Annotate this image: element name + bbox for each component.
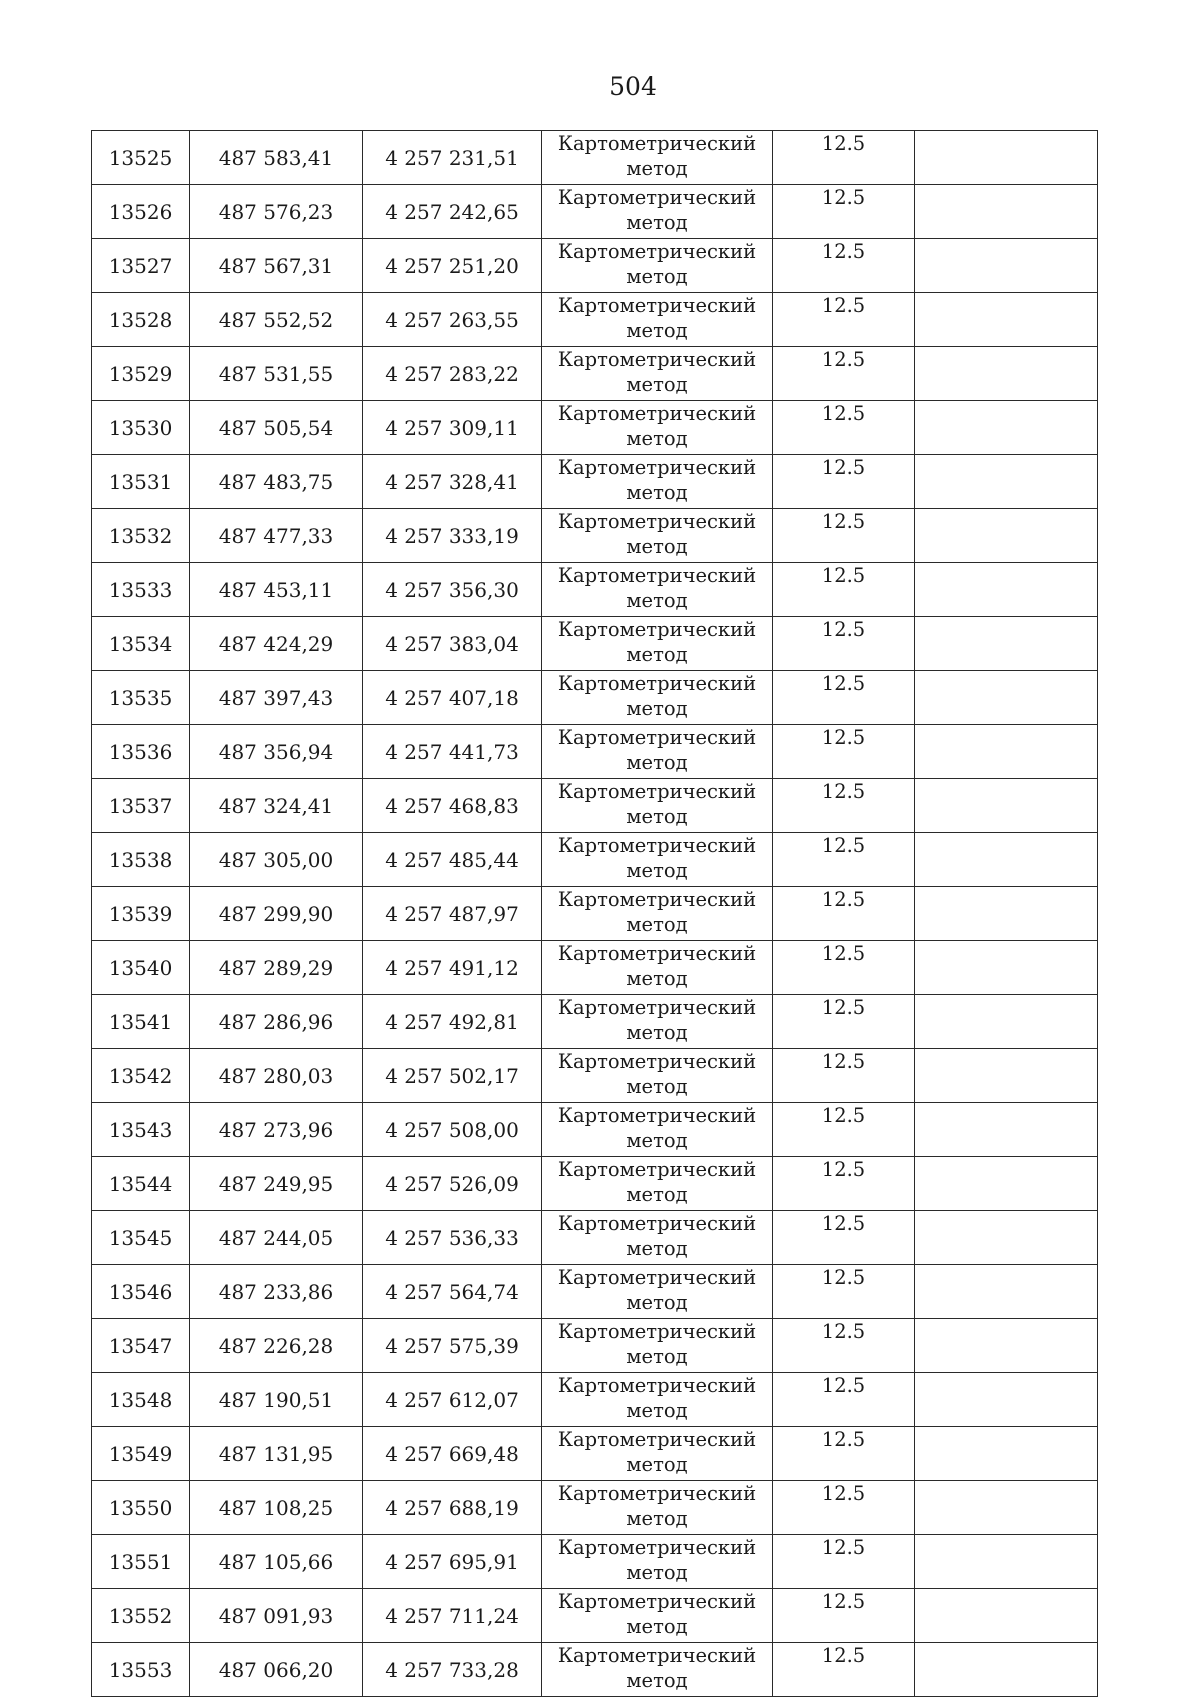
table-row bbox=[92, 1589, 1098, 1643]
table-row bbox=[92, 131, 1098, 185]
point-number-cell: 13534 bbox=[92, 617, 190, 671]
note-cell bbox=[915, 1481, 1098, 1535]
note-cell bbox=[915, 1535, 1098, 1589]
method-label-line1: Картометрический bbox=[557, 1590, 757, 1613]
accuracy-cell: 12.5 bbox=[773, 185, 915, 239]
method-label-line2: метод bbox=[626, 751, 688, 774]
table-row bbox=[92, 455, 1098, 509]
method-label-line2: метод bbox=[626, 535, 688, 558]
x-coordinate-cell: 487 066,20 bbox=[190, 1643, 363, 1697]
point-number-cell: 13526 bbox=[92, 185, 190, 239]
accuracy-cell: 12.5 bbox=[773, 563, 915, 617]
method-label-line1: Картометрический bbox=[557, 1644, 757, 1667]
y-coordinate-cell: 4 257 468,83 bbox=[363, 779, 542, 833]
method-cell bbox=[542, 1535, 773, 1589]
y-coordinate-cell: 4 257 487,97 bbox=[363, 887, 542, 941]
method-cell bbox=[542, 887, 773, 941]
y-coordinate-cell: 4 257 485,44 bbox=[363, 833, 542, 887]
method-cell bbox=[542, 239, 773, 293]
accuracy-cell: 12.5 bbox=[773, 1265, 915, 1319]
accuracy-cell: 12.5 bbox=[773, 455, 915, 509]
y-coordinate-cell: 4 257 441,73 bbox=[363, 725, 542, 779]
table-row bbox=[92, 725, 1098, 779]
accuracy-cell: 12.5 bbox=[773, 1481, 915, 1535]
accuracy-cell: 12.5 bbox=[773, 1589, 915, 1643]
y-coordinate-cell: 4 257 536,33 bbox=[363, 1211, 542, 1265]
x-coordinate-cell: 487 324,41 bbox=[190, 779, 363, 833]
point-number-cell: 13546 bbox=[92, 1265, 190, 1319]
table-row bbox=[92, 1049, 1098, 1103]
point-number-cell: 13551 bbox=[92, 1535, 190, 1589]
note-cell bbox=[915, 563, 1098, 617]
method-cell bbox=[542, 455, 773, 509]
y-coordinate-cell: 4 257 733,28 bbox=[363, 1643, 542, 1697]
y-coordinate-cell: 4 257 231,51 bbox=[363, 131, 542, 185]
accuracy-cell: 12.5 bbox=[773, 509, 915, 563]
point-number-cell: 13525 bbox=[92, 131, 190, 185]
accuracy-cell: 12.5 bbox=[773, 239, 915, 293]
x-coordinate-cell: 487 273,96 bbox=[190, 1103, 363, 1157]
point-number-cell: 13533 bbox=[92, 563, 190, 617]
note-cell bbox=[915, 1427, 1098, 1481]
accuracy-cell: 12.5 bbox=[773, 293, 915, 347]
page-number: 504 bbox=[609, 72, 657, 101]
point-number-cell: 13547 bbox=[92, 1319, 190, 1373]
table-row bbox=[92, 1535, 1098, 1589]
table-row bbox=[92, 1211, 1098, 1265]
method-label-line2: метод bbox=[626, 643, 688, 666]
method-label-line1: Картометрический bbox=[557, 240, 757, 263]
method-label-line1: Картометрический bbox=[557, 402, 757, 425]
x-coordinate-cell: 487 249,95 bbox=[190, 1157, 363, 1211]
method-label-line2: метод bbox=[626, 265, 688, 288]
method-cell bbox=[542, 509, 773, 563]
table-row bbox=[92, 617, 1098, 671]
y-coordinate-cell: 4 257 612,07 bbox=[363, 1373, 542, 1427]
method-cell bbox=[542, 833, 773, 887]
x-coordinate-cell: 487 531,55 bbox=[190, 347, 363, 401]
note-cell bbox=[915, 185, 1098, 239]
method-label-line1: Картометрический bbox=[557, 1104, 757, 1127]
note-cell bbox=[915, 455, 1098, 509]
method-label-line1: Картометрический bbox=[557, 348, 757, 371]
note-cell bbox=[915, 1103, 1098, 1157]
method-cell bbox=[542, 1103, 773, 1157]
table-row bbox=[92, 995, 1098, 1049]
method-cell bbox=[542, 1481, 773, 1535]
table-row bbox=[92, 347, 1098, 401]
method-label-line2: метод bbox=[626, 481, 688, 504]
table-row bbox=[92, 1157, 1098, 1211]
x-coordinate-cell: 487 424,29 bbox=[190, 617, 363, 671]
note-cell bbox=[915, 239, 1098, 293]
method-cell bbox=[542, 725, 773, 779]
method-cell bbox=[542, 1049, 773, 1103]
method-label-line1: Картометрический bbox=[557, 1320, 757, 1343]
point-number-cell: 13528 bbox=[92, 293, 190, 347]
accuracy-cell: 12.5 bbox=[773, 347, 915, 401]
x-coordinate-cell: 487 505,54 bbox=[190, 401, 363, 455]
method-cell bbox=[542, 401, 773, 455]
method-label-line1: Картометрический bbox=[557, 888, 757, 911]
y-coordinate-cell: 4 257 575,39 bbox=[363, 1319, 542, 1373]
y-coordinate-cell: 4 257 564,74 bbox=[363, 1265, 542, 1319]
accuracy-cell: 12.5 bbox=[773, 131, 915, 185]
note-cell bbox=[915, 509, 1098, 563]
point-number-cell: 13527 bbox=[92, 239, 190, 293]
x-coordinate-cell: 487 305,00 bbox=[190, 833, 363, 887]
method-label-line2: метод bbox=[626, 1129, 688, 1152]
method-label-line2: метод bbox=[626, 1399, 688, 1422]
method-label-line1: Картометрический bbox=[557, 186, 757, 209]
accuracy-cell: 12.5 bbox=[773, 779, 915, 833]
accuracy-cell: 12.5 bbox=[773, 887, 915, 941]
point-number-cell: 13550 bbox=[92, 1481, 190, 1535]
method-cell bbox=[542, 1589, 773, 1643]
accuracy-cell: 12.5 bbox=[773, 1049, 915, 1103]
point-number-cell: 13537 bbox=[92, 779, 190, 833]
point-number-cell: 13543 bbox=[92, 1103, 190, 1157]
method-label-line2: метод bbox=[626, 589, 688, 612]
y-coordinate-cell: 4 257 333,19 bbox=[363, 509, 542, 563]
table-row bbox=[92, 563, 1098, 617]
x-coordinate-cell: 487 226,28 bbox=[190, 1319, 363, 1373]
x-coordinate-cell: 487 286,96 bbox=[190, 995, 363, 1049]
y-coordinate-cell: 4 257 356,30 bbox=[363, 563, 542, 617]
method-label-line2: метод bbox=[626, 913, 688, 936]
point-number-cell: 13530 bbox=[92, 401, 190, 455]
method-cell bbox=[542, 1319, 773, 1373]
note-cell bbox=[915, 1265, 1098, 1319]
method-label-line2: метод bbox=[626, 319, 688, 342]
x-coordinate-cell: 487 453,11 bbox=[190, 563, 363, 617]
accuracy-cell: 12.5 bbox=[773, 1319, 915, 1373]
point-number-cell: 13548 bbox=[92, 1373, 190, 1427]
coordinates-table-body bbox=[92, 131, 1098, 1697]
y-coordinate-cell: 4 257 242,65 bbox=[363, 185, 542, 239]
x-coordinate-cell: 487 552,52 bbox=[190, 293, 363, 347]
y-coordinate-cell: 4 257 309,11 bbox=[363, 401, 542, 455]
point-number-cell: 13545 bbox=[92, 1211, 190, 1265]
point-number-cell: 13552 bbox=[92, 1589, 190, 1643]
point-number-cell: 13536 bbox=[92, 725, 190, 779]
method-label-line2: метод bbox=[626, 1507, 688, 1530]
note-cell bbox=[915, 887, 1098, 941]
method-cell bbox=[542, 563, 773, 617]
x-coordinate-cell: 487 091,93 bbox=[190, 1589, 363, 1643]
point-number-cell: 13549 bbox=[92, 1427, 190, 1481]
note-cell bbox=[915, 1211, 1098, 1265]
x-coordinate-cell: 487 233,86 bbox=[190, 1265, 363, 1319]
accuracy-cell: 12.5 bbox=[773, 1373, 915, 1427]
method-label-line1: Картометрический bbox=[557, 1266, 757, 1289]
accuracy-cell: 12.5 bbox=[773, 833, 915, 887]
point-number-cell: 13529 bbox=[92, 347, 190, 401]
method-label-line1: Картометрический bbox=[557, 1536, 757, 1559]
note-cell bbox=[915, 131, 1098, 185]
method-cell bbox=[542, 779, 773, 833]
accuracy-cell: 12.5 bbox=[773, 1103, 915, 1157]
y-coordinate-cell: 4 257 263,55 bbox=[363, 293, 542, 347]
method-cell bbox=[542, 671, 773, 725]
y-coordinate-cell: 4 257 526,09 bbox=[363, 1157, 542, 1211]
method-label-line2: метод bbox=[626, 1615, 688, 1638]
method-cell bbox=[542, 347, 773, 401]
x-coordinate-cell: 487 356,94 bbox=[190, 725, 363, 779]
accuracy-cell: 12.5 bbox=[773, 1643, 915, 1697]
accuracy-cell: 12.5 bbox=[773, 617, 915, 671]
method-label-line1: Картометрический bbox=[557, 834, 757, 857]
method-cell bbox=[542, 617, 773, 671]
method-label-line2: метод bbox=[626, 1669, 688, 1692]
point-number-cell: 13532 bbox=[92, 509, 190, 563]
method-label-line2: метод bbox=[626, 1021, 688, 1044]
table-row bbox=[92, 1427, 1098, 1481]
point-number-cell: 13553 bbox=[92, 1643, 190, 1697]
table-row bbox=[92, 887, 1098, 941]
x-coordinate-cell: 487 244,05 bbox=[190, 1211, 363, 1265]
method-label-line1: Картометрический bbox=[557, 996, 757, 1019]
y-coordinate-cell: 4 257 669,48 bbox=[363, 1427, 542, 1481]
method-label-line1: Картометрический bbox=[557, 1428, 757, 1451]
method-label-line1: Картометрический bbox=[557, 1374, 757, 1397]
table-row bbox=[92, 293, 1098, 347]
method-label-line2: метод bbox=[626, 1453, 688, 1476]
note-cell bbox=[915, 995, 1098, 1049]
accuracy-cell: 12.5 bbox=[773, 1427, 915, 1481]
method-label-line2: метод bbox=[626, 1075, 688, 1098]
table-row bbox=[92, 1373, 1098, 1427]
note-cell bbox=[915, 779, 1098, 833]
method-label-line1: Картометрический bbox=[557, 618, 757, 641]
method-label-line1: Картометрический bbox=[557, 1212, 757, 1235]
method-cell bbox=[542, 1373, 773, 1427]
point-number-cell: 13538 bbox=[92, 833, 190, 887]
method-label-line2: метод bbox=[626, 1345, 688, 1368]
table-row bbox=[92, 1265, 1098, 1319]
method-cell bbox=[542, 1427, 773, 1481]
x-coordinate-cell: 487 299,90 bbox=[190, 887, 363, 941]
table-row bbox=[92, 671, 1098, 725]
x-coordinate-cell: 487 576,23 bbox=[190, 185, 363, 239]
y-coordinate-cell: 4 257 328,41 bbox=[363, 455, 542, 509]
method-cell bbox=[542, 185, 773, 239]
method-label-line2: метод bbox=[626, 1237, 688, 1260]
method-cell bbox=[542, 131, 773, 185]
x-coordinate-cell: 487 397,43 bbox=[190, 671, 363, 725]
x-coordinate-cell: 487 131,95 bbox=[190, 1427, 363, 1481]
method-cell bbox=[542, 1157, 773, 1211]
x-coordinate-cell: 487 190,51 bbox=[190, 1373, 363, 1427]
y-coordinate-cell: 4 257 502,17 bbox=[363, 1049, 542, 1103]
method-label-line1: Картометрический bbox=[557, 726, 757, 749]
note-cell bbox=[915, 1319, 1098, 1373]
accuracy-cell: 12.5 bbox=[773, 671, 915, 725]
method-label-line2: метод bbox=[626, 373, 688, 396]
accuracy-cell: 12.5 bbox=[773, 995, 915, 1049]
y-coordinate-cell: 4 257 407,18 bbox=[363, 671, 542, 725]
method-label-line2: метод bbox=[626, 1291, 688, 1314]
point-number-cell: 13535 bbox=[92, 671, 190, 725]
method-label-line2: метод bbox=[626, 805, 688, 828]
note-cell bbox=[915, 1049, 1098, 1103]
table-row bbox=[92, 1481, 1098, 1535]
method-label-line1: Картометрический bbox=[557, 456, 757, 479]
note-cell bbox=[915, 617, 1098, 671]
method-label-line1: Картометрический bbox=[557, 564, 757, 587]
table-row bbox=[92, 1643, 1098, 1697]
method-label-line1: Картометрический bbox=[557, 510, 757, 533]
method-label-line2: метод bbox=[626, 157, 688, 180]
y-coordinate-cell: 4 257 383,04 bbox=[363, 617, 542, 671]
coordinates-table bbox=[91, 130, 1098, 1697]
method-label-line2: метод bbox=[626, 697, 688, 720]
x-coordinate-cell: 487 477,33 bbox=[190, 509, 363, 563]
point-number-cell: 13541 bbox=[92, 995, 190, 1049]
x-coordinate-cell: 487 280,03 bbox=[190, 1049, 363, 1103]
method-label-line1: Картометрический bbox=[557, 1158, 757, 1181]
point-number-cell: 13539 bbox=[92, 887, 190, 941]
note-cell bbox=[915, 671, 1098, 725]
note-cell bbox=[915, 293, 1098, 347]
x-coordinate-cell: 487 483,75 bbox=[190, 455, 363, 509]
accuracy-cell: 12.5 bbox=[773, 401, 915, 455]
note-cell bbox=[915, 1643, 1098, 1697]
method-label-line2: метод bbox=[626, 1561, 688, 1584]
table-row bbox=[92, 1103, 1098, 1157]
accuracy-cell: 12.5 bbox=[773, 1535, 915, 1589]
y-coordinate-cell: 4 257 695,91 bbox=[363, 1535, 542, 1589]
accuracy-cell: 12.5 bbox=[773, 1157, 915, 1211]
table-row bbox=[92, 509, 1098, 563]
table-row bbox=[92, 1319, 1098, 1373]
method-cell bbox=[542, 1265, 773, 1319]
table-row bbox=[92, 185, 1098, 239]
y-coordinate-cell: 4 257 491,12 bbox=[363, 941, 542, 995]
method-label-line2: метод bbox=[626, 211, 688, 234]
method-label-line1: Картометрический bbox=[557, 294, 757, 317]
note-cell bbox=[915, 401, 1098, 455]
method-label-line1: Картометрический bbox=[557, 942, 757, 965]
method-label-line1: Картометрический bbox=[557, 780, 757, 803]
x-coordinate-cell: 487 108,25 bbox=[190, 1481, 363, 1535]
x-coordinate-cell: 487 583,41 bbox=[190, 131, 363, 185]
table-row bbox=[92, 239, 1098, 293]
y-coordinate-cell: 4 257 251,20 bbox=[363, 239, 542, 293]
note-cell bbox=[915, 725, 1098, 779]
method-label-line1: Картометрический bbox=[557, 132, 757, 155]
accuracy-cell: 12.5 bbox=[773, 941, 915, 995]
accuracy-cell: 12.5 bbox=[773, 1211, 915, 1265]
method-cell bbox=[542, 941, 773, 995]
y-coordinate-cell: 4 257 688,19 bbox=[363, 1481, 542, 1535]
y-coordinate-cell: 4 257 711,24 bbox=[363, 1589, 542, 1643]
note-cell bbox=[915, 1373, 1098, 1427]
method-cell bbox=[542, 1643, 773, 1697]
x-coordinate-cell: 487 289,29 bbox=[190, 941, 363, 995]
table-row bbox=[92, 401, 1098, 455]
y-coordinate-cell: 4 257 492,81 bbox=[363, 995, 542, 1049]
y-coordinate-cell: 4 257 508,00 bbox=[363, 1103, 542, 1157]
note-cell bbox=[915, 833, 1098, 887]
point-number-cell: 13540 bbox=[92, 941, 190, 995]
method-label-line1: Картометрический bbox=[557, 1050, 757, 1073]
method-cell bbox=[542, 1211, 773, 1265]
y-coordinate-cell: 4 257 283,22 bbox=[363, 347, 542, 401]
note-cell bbox=[915, 941, 1098, 995]
method-cell bbox=[542, 293, 773, 347]
point-number-cell: 13542 bbox=[92, 1049, 190, 1103]
x-coordinate-cell: 487 567,31 bbox=[190, 239, 363, 293]
note-cell bbox=[915, 1589, 1098, 1643]
table-row bbox=[92, 779, 1098, 833]
point-number-cell: 13531 bbox=[92, 455, 190, 509]
method-label-line1: Картометрический bbox=[557, 1482, 757, 1505]
method-label-line2: метод bbox=[626, 1183, 688, 1206]
method-label-line2: метод bbox=[626, 427, 688, 450]
table-row bbox=[92, 833, 1098, 887]
table-row bbox=[92, 941, 1098, 995]
point-number-cell: 13544 bbox=[92, 1157, 190, 1211]
method-label-line2: метод bbox=[626, 859, 688, 882]
method-label-line2: метод bbox=[626, 967, 688, 990]
note-cell bbox=[915, 347, 1098, 401]
method-cell bbox=[542, 995, 773, 1049]
note-cell bbox=[915, 1157, 1098, 1211]
method-label-line1: Картометрический bbox=[557, 672, 757, 695]
x-coordinate-cell: 487 105,66 bbox=[190, 1535, 363, 1589]
accuracy-cell: 12.5 bbox=[773, 725, 915, 779]
